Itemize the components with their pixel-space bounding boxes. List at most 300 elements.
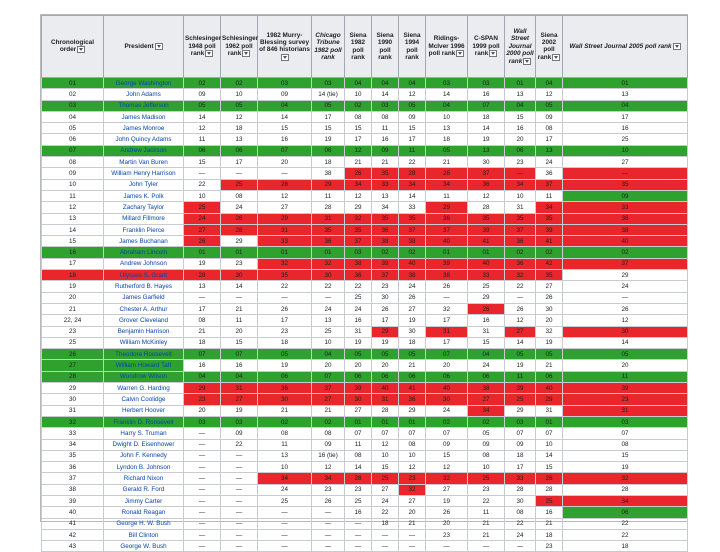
table-row bbox=[42, 292, 688, 303]
rank-cell: 01 bbox=[372, 416, 399, 427]
rank-cell: — bbox=[345, 518, 372, 529]
rank-cell: 36 bbox=[312, 236, 345, 247]
rank-cell: 21 bbox=[399, 518, 426, 529]
president-link[interactable]: Abraham Lincoln bbox=[104, 247, 184, 258]
rank-cell: 20 bbox=[505, 134, 536, 145]
rank-cell: 35 bbox=[258, 270, 312, 281]
president-link[interactable]: Rutherford B. Hayes bbox=[104, 281, 184, 292]
rank-cell: 05 bbox=[312, 100, 345, 111]
table-row bbox=[42, 518, 688, 529]
rank-cell: 04 bbox=[221, 371, 258, 382]
president-link[interactable]: Woodrow Wilson bbox=[104, 371, 184, 382]
president-link[interactable]: Andrew Johnson bbox=[104, 258, 184, 269]
order-cell: 27 bbox=[42, 360, 104, 371]
rank-cell: 31 bbox=[372, 394, 399, 405]
sort-icon[interactable] bbox=[205, 50, 213, 57]
rank-cell: 05 bbox=[345, 349, 372, 360]
rank-cell: 26 bbox=[426, 281, 468, 292]
rank-cell: 09 bbox=[426, 439, 468, 450]
table-row bbox=[42, 326, 688, 337]
column-header[interactable] bbox=[42, 16, 104, 78]
rank-cell: 29 bbox=[505, 405, 536, 416]
president-link[interactable]: William Henry Harrison bbox=[104, 168, 184, 179]
column-header-label: Siena 1982 poll rank bbox=[349, 31, 367, 61]
rank-cell: 30 bbox=[312, 270, 345, 281]
column-header[interactable] bbox=[221, 16, 258, 78]
rank-cell: 18 bbox=[505, 450, 536, 461]
rank-cell: 28 bbox=[258, 179, 312, 190]
rank-cell: 04 bbox=[312, 349, 345, 360]
rank-cell: 31 bbox=[426, 326, 468, 337]
rank-cell: 07 bbox=[426, 349, 468, 360]
rank-cell: 30 bbox=[468, 157, 505, 168]
rank-cell: 15 bbox=[312, 123, 345, 134]
table-row bbox=[42, 439, 688, 450]
president-link[interactable]: John Adams bbox=[104, 89, 184, 100]
table-row bbox=[42, 179, 688, 190]
rank-cell: 35 bbox=[468, 213, 505, 224]
rank-cell: — bbox=[258, 541, 312, 552]
president-link[interactable]: Jimmy Carter bbox=[104, 495, 184, 506]
rank-cell: 08 bbox=[399, 439, 426, 450]
rank-cell: 28 bbox=[221, 224, 258, 235]
rank-cell: 22 bbox=[221, 439, 258, 450]
rank-cell: 16 bbox=[345, 315, 372, 326]
rank-cell: 15 bbox=[184, 157, 221, 168]
rank-cell: 12 bbox=[372, 439, 399, 450]
president-link[interactable]: James Garfield bbox=[104, 292, 184, 303]
president-link[interactable]: Dwight D. Eisenhower bbox=[104, 439, 184, 450]
president-link[interactable]: Bill Clinton bbox=[104, 529, 184, 540]
president-link[interactable]: John Tyler bbox=[104, 179, 184, 190]
column-header[interactable] bbox=[536, 16, 563, 78]
rank-cell: 07 bbox=[399, 428, 426, 439]
rank-cell: 14 bbox=[372, 89, 399, 100]
rank-cell: — bbox=[184, 518, 221, 529]
rank-cell: 17 bbox=[399, 134, 426, 145]
rank-cell: 22 bbox=[563, 518, 688, 529]
rank-cell: 12 bbox=[399, 462, 426, 473]
rank-cell: 14 bbox=[345, 462, 372, 473]
rank-cell: — bbox=[221, 462, 258, 473]
order-cell: 26 bbox=[42, 349, 104, 360]
rank-cell: 17 bbox=[536, 134, 563, 145]
president-link[interactable]: Franklin Pierce bbox=[104, 224, 184, 235]
sort-icon[interactable] bbox=[489, 50, 497, 57]
president-link[interactable]: George W. Bush bbox=[104, 541, 184, 552]
order-cell: 09 bbox=[42, 168, 104, 179]
sort-icon[interactable] bbox=[456, 50, 464, 57]
table-row bbox=[42, 484, 688, 495]
rank-cell: 10 bbox=[468, 462, 505, 473]
rank-cell: 01 bbox=[563, 78, 688, 89]
rank-cell: 24 bbox=[184, 213, 221, 224]
president-link[interactable]: John Quincy Adams bbox=[104, 134, 184, 145]
president-link[interactable]: James Monroe bbox=[104, 123, 184, 134]
sort-icon[interactable] bbox=[523, 58, 531, 65]
rank-cell: 27 bbox=[258, 202, 312, 213]
order-cell: 14 bbox=[42, 224, 104, 235]
rank-cell: 04 bbox=[505, 100, 536, 111]
column-header-label: Wall Street Journal 2005 poll rank bbox=[569, 42, 672, 50]
rank-cell: 28 bbox=[563, 484, 688, 495]
rank-cell: 12 bbox=[221, 111, 258, 122]
rank-cell: 22 bbox=[505, 518, 536, 529]
rank-cell: — bbox=[312, 541, 345, 552]
rank-cell: 32 bbox=[312, 258, 345, 269]
sort-icon[interactable] bbox=[77, 46, 85, 53]
rank-cell: 11 bbox=[505, 371, 536, 382]
rank-cell: 21 bbox=[399, 360, 426, 371]
order-cell: 23 bbox=[42, 326, 104, 337]
column-header[interactable] bbox=[184, 16, 221, 78]
order-cell: 15 bbox=[42, 236, 104, 247]
rank-cell: 16 bbox=[468, 315, 505, 326]
rank-cell: 26 bbox=[563, 303, 688, 314]
rank-cell: 14 bbox=[468, 123, 505, 134]
rank-cell: 12 bbox=[468, 190, 505, 201]
rank-cell: 14 bbox=[426, 89, 468, 100]
rank-cell: 04 bbox=[184, 371, 221, 382]
column-header bbox=[312, 16, 345, 78]
rank-cell: 09 bbox=[221, 428, 258, 439]
rank-cell: 25 bbox=[372, 473, 399, 484]
rank-cell: 30 bbox=[345, 394, 372, 405]
column-header[interactable] bbox=[468, 16, 505, 78]
rank-cell: 08 bbox=[258, 428, 312, 439]
rank-cell: 34 bbox=[426, 179, 468, 190]
rank-cell: 12 bbox=[399, 89, 426, 100]
rank-cell: 36 bbox=[426, 213, 468, 224]
rank-cell: 31 bbox=[505, 202, 536, 213]
rank-cell: 37 bbox=[468, 168, 505, 179]
rank-cell: 03 bbox=[184, 416, 221, 427]
rank-cell: 39 bbox=[536, 224, 563, 235]
president-link[interactable]: Ulysses S. Grant bbox=[104, 270, 184, 281]
rank-cell: 25 bbox=[468, 281, 505, 292]
president-link[interactable]: Theodore Roosevelt bbox=[104, 349, 184, 360]
rank-cell: 30 bbox=[536, 303, 563, 314]
column-header-label: Wall Street Journal 2000 poll rank bbox=[506, 27, 534, 65]
rank-cell: 29 bbox=[399, 405, 426, 416]
table-row bbox=[42, 462, 688, 473]
president-link[interactable]: William Howard Taft bbox=[104, 360, 184, 371]
rank-cell: — bbox=[312, 529, 345, 540]
rank-cell: 20 bbox=[221, 326, 258, 337]
rank-cell: — bbox=[468, 541, 505, 552]
order-cell: 13 bbox=[42, 213, 104, 224]
rank-cell: 30 bbox=[426, 394, 468, 405]
rank-cell: 18 bbox=[221, 123, 258, 134]
rank-cell: 19 bbox=[312, 134, 345, 145]
rank-cell: 18 bbox=[258, 337, 312, 348]
rank-cell: 07 bbox=[184, 349, 221, 360]
rank-cell: 10 bbox=[536, 439, 563, 450]
president-link[interactable]: Grover Cleveland bbox=[104, 315, 184, 326]
rank-cell: 20 bbox=[372, 360, 399, 371]
rank-cell: 17 bbox=[184, 303, 221, 314]
column-header-label: President bbox=[124, 42, 154, 50]
rank-cell: — bbox=[563, 292, 688, 303]
rank-cell: 07 bbox=[505, 428, 536, 439]
rank-cell: 30 bbox=[563, 326, 688, 337]
table-row bbox=[42, 541, 688, 552]
sort-icon[interactable] bbox=[155, 43, 163, 50]
rank-cell: 25 bbox=[184, 202, 221, 213]
rank-cell: 19 bbox=[345, 337, 372, 348]
rank-cell: 07 bbox=[426, 428, 468, 439]
sort-icon[interactable] bbox=[281, 54, 289, 61]
president-link[interactable]: Chester A. Arthur bbox=[104, 303, 184, 314]
president-link[interactable]: Gerald R. Ford bbox=[104, 484, 184, 495]
rank-cell: 21 bbox=[536, 518, 563, 529]
rank-cell: 11 bbox=[258, 439, 312, 450]
rank-cell: — bbox=[258, 518, 312, 529]
rank-cell: 40 bbox=[536, 383, 563, 394]
sort-icon[interactable] bbox=[242, 50, 250, 57]
rank-cell: 31 bbox=[345, 326, 372, 337]
rank-cell: 24 bbox=[372, 495, 399, 506]
rank-cell: 15 bbox=[563, 450, 688, 461]
rank-cell: 29 bbox=[468, 292, 505, 303]
rank-cell: 16 bbox=[372, 134, 399, 145]
rank-cell: 23 bbox=[345, 484, 372, 495]
order-cell: 31 bbox=[42, 405, 104, 416]
rank-cell: 36 bbox=[345, 270, 372, 281]
rank-cell: — bbox=[184, 541, 221, 552]
rank-cell: 17 bbox=[221, 157, 258, 168]
rank-cell: 40 bbox=[563, 236, 688, 247]
rank-cell: 21 bbox=[426, 157, 468, 168]
president-link[interactable]: Herbert Hoover bbox=[104, 405, 184, 416]
table-row bbox=[42, 145, 688, 156]
table-row bbox=[42, 473, 688, 484]
rank-cell: 38 bbox=[563, 224, 688, 235]
rank-cell: 39 bbox=[505, 383, 536, 394]
presidential-poll-table bbox=[41, 15, 688, 552]
rank-cell: 02 bbox=[345, 100, 372, 111]
rank-cell: — bbox=[221, 507, 258, 518]
rank-cell: 06 bbox=[505, 145, 536, 156]
table-row bbox=[42, 123, 688, 134]
rank-cell: 09 bbox=[563, 190, 688, 201]
rank-cell: 01 bbox=[505, 78, 536, 89]
rank-cell: 12 bbox=[536, 89, 563, 100]
rank-cell: 37 bbox=[399, 224, 426, 235]
president-link[interactable]: Ronald Reagan bbox=[104, 507, 184, 518]
president-link[interactable]: Thomas Jefferson bbox=[104, 100, 184, 111]
rank-cell: 10 bbox=[426, 111, 468, 122]
rank-cell: 31 bbox=[312, 213, 345, 224]
rank-cell: 14 bbox=[505, 337, 536, 348]
rank-cell: 22 bbox=[345, 281, 372, 292]
order-cell: 05 bbox=[42, 123, 104, 134]
table-row bbox=[42, 236, 688, 247]
president-link[interactable]: Harry S. Truman bbox=[104, 428, 184, 439]
president-link[interactable]: Lyndon B. Johnson bbox=[104, 462, 184, 473]
column-header[interactable] bbox=[258, 16, 312, 78]
rank-cell: 02 bbox=[399, 247, 426, 258]
rank-cell: 01 bbox=[221, 247, 258, 258]
rank-cell: 06 bbox=[426, 371, 468, 382]
rank-cell: — bbox=[258, 507, 312, 518]
rank-cell: 20 bbox=[312, 360, 345, 371]
president-link[interactable]: James K. Polk bbox=[104, 190, 184, 201]
rank-cell: 25 bbox=[505, 394, 536, 405]
rank-cell: — bbox=[505, 292, 536, 303]
order-cell: 21 bbox=[42, 303, 104, 314]
rank-cell: 29 bbox=[221, 236, 258, 247]
rank-cell: 26 bbox=[312, 495, 345, 506]
rank-cell: 29 bbox=[536, 394, 563, 405]
president-link[interactable]: George Washington bbox=[104, 78, 184, 89]
rank-cell: — bbox=[221, 541, 258, 552]
rank-cell: 06 bbox=[468, 371, 505, 382]
president-link[interactable]: James Madison bbox=[104, 111, 184, 122]
rank-cell: 35 bbox=[536, 213, 563, 224]
rank-cell: 26 bbox=[536, 473, 563, 484]
rank-cell: 11 bbox=[399, 145, 426, 156]
rank-cell: 27 bbox=[312, 394, 345, 405]
rank-cell: 39 bbox=[372, 258, 399, 269]
rank-cell: 19 bbox=[426, 495, 468, 506]
rank-cell: 07 bbox=[345, 428, 372, 439]
rank-cell: 38 bbox=[426, 270, 468, 281]
rank-cell: 05 bbox=[536, 100, 563, 111]
order-cell: 43 bbox=[42, 541, 104, 552]
rank-cell: — bbox=[184, 428, 221, 439]
column-header[interactable] bbox=[563, 16, 688, 78]
rank-cell: 04 bbox=[345, 78, 372, 89]
rank-cell: 07 bbox=[312, 371, 345, 382]
rank-cell: 07 bbox=[468, 100, 505, 111]
rank-cell: 24 bbox=[505, 529, 536, 540]
rank-cell: 11 bbox=[372, 123, 399, 134]
column-header[interactable] bbox=[505, 16, 536, 78]
president-link[interactable]: James Buchanan bbox=[104, 236, 184, 247]
rank-cell: — bbox=[258, 168, 312, 179]
column-header-label: 1982 Murry-Blessing survey of 846 historians bbox=[259, 31, 310, 54]
president-link[interactable]: George H. W. Bush bbox=[104, 518, 184, 529]
column-header[interactable] bbox=[104, 16, 184, 78]
rank-cell: — bbox=[184, 507, 221, 518]
rank-cell: — bbox=[312, 507, 345, 518]
rank-cell: 16 bbox=[184, 360, 221, 371]
president-link[interactable]: William McKinley bbox=[104, 337, 184, 348]
rank-cell: 20 bbox=[399, 507, 426, 518]
rank-cell: 10 bbox=[372, 450, 399, 461]
rank-cell: — bbox=[399, 529, 426, 540]
rank-cell: 29 bbox=[345, 202, 372, 213]
president-link[interactable]: Warren G. Harding bbox=[104, 383, 184, 394]
rank-cell: 30 bbox=[258, 394, 312, 405]
rank-cell: — bbox=[184, 495, 221, 506]
president-link[interactable]: Franklin D. Roosevelt bbox=[104, 416, 184, 427]
rank-cell: 01 bbox=[345, 416, 372, 427]
president-link[interactable]: Andrew Jackson bbox=[104, 145, 184, 156]
rank-cell: 36 bbox=[563, 213, 688, 224]
president-link[interactable]: Martin Van Buren bbox=[104, 157, 184, 168]
president-link[interactable]: Richard Nixon bbox=[104, 473, 184, 484]
rank-cell: 40 bbox=[399, 258, 426, 269]
rank-cell: 27 bbox=[536, 281, 563, 292]
rank-cell: 13 bbox=[258, 450, 312, 461]
rank-cell: 12 bbox=[345, 145, 372, 156]
column-header-label: Siena 1990 poll rank bbox=[376, 31, 394, 61]
rank-cell: 22 bbox=[312, 281, 345, 292]
rank-cell: 08 bbox=[312, 428, 345, 439]
president-link[interactable]: Millard Fillmore bbox=[104, 213, 184, 224]
rank-cell: 28 bbox=[505, 484, 536, 495]
rank-cell: 08 bbox=[468, 450, 505, 461]
rank-cell: 25 bbox=[468, 473, 505, 484]
rank-cell: 30 bbox=[399, 326, 426, 337]
sort-icon[interactable] bbox=[552, 54, 560, 61]
rank-cell: 05 bbox=[468, 428, 505, 439]
rank-cell: 23 bbox=[563, 394, 688, 405]
rank-cell: 18 bbox=[399, 337, 426, 348]
order-cell: 17 bbox=[42, 258, 104, 269]
president-link[interactable]: John F. Kennedy bbox=[104, 450, 184, 461]
rank-cell: 26 bbox=[184, 236, 221, 247]
table-row bbox=[42, 168, 688, 179]
rank-cell: 19 bbox=[563, 462, 688, 473]
rank-cell: 16 bbox=[345, 507, 372, 518]
rank-cell: — bbox=[184, 168, 221, 179]
column-header[interactable] bbox=[426, 16, 468, 78]
table-row bbox=[42, 416, 688, 427]
rank-cell: 14 bbox=[563, 337, 688, 348]
rank-cell: 03 bbox=[258, 78, 312, 89]
order-cell: 19 bbox=[42, 281, 104, 292]
rank-cell: 05 bbox=[563, 349, 688, 360]
president-link[interactable]: Zachary Taylor bbox=[104, 202, 184, 213]
order-cell: 10 bbox=[42, 179, 104, 190]
rank-cell: 34 bbox=[372, 202, 399, 213]
rank-cell: — bbox=[345, 541, 372, 552]
rank-cell: 40 bbox=[468, 258, 505, 269]
rank-cell: 35 bbox=[399, 213, 426, 224]
rank-cell: 25 bbox=[345, 495, 372, 506]
table-row bbox=[42, 111, 688, 122]
rank-cell: 08 bbox=[221, 190, 258, 201]
table-row bbox=[42, 428, 688, 439]
sort-icon[interactable] bbox=[673, 43, 681, 50]
rank-cell: 19 bbox=[258, 360, 312, 371]
rank-cell: 09 bbox=[536, 111, 563, 122]
rank-cell: 01 bbox=[536, 416, 563, 427]
rank-cell: 10 bbox=[505, 190, 536, 201]
president-link[interactable]: Benjamin Harrison bbox=[104, 326, 184, 337]
rank-cell: 42 bbox=[536, 258, 563, 269]
rank-cell: 24 bbox=[345, 303, 372, 314]
order-cell: 22, 24 bbox=[42, 315, 104, 326]
rank-cell: 04 bbox=[426, 100, 468, 111]
order-cell: 38 bbox=[42, 484, 104, 495]
rank-cell: — bbox=[221, 495, 258, 506]
rank-cell: 40 bbox=[426, 236, 468, 247]
rank-cell: 01 bbox=[258, 247, 312, 258]
rank-cell: 21 bbox=[372, 157, 399, 168]
order-cell: 39 bbox=[42, 495, 104, 506]
rank-cell: 02 bbox=[505, 247, 536, 258]
rank-cell: 29 bbox=[258, 213, 312, 224]
rank-cell: 23 bbox=[258, 326, 312, 337]
president-link[interactable]: Calvin Coolidge bbox=[104, 394, 184, 405]
rank-cell: 24 bbox=[536, 157, 563, 168]
rank-cell: 27 bbox=[345, 405, 372, 416]
rank-cell: 27 bbox=[399, 495, 426, 506]
